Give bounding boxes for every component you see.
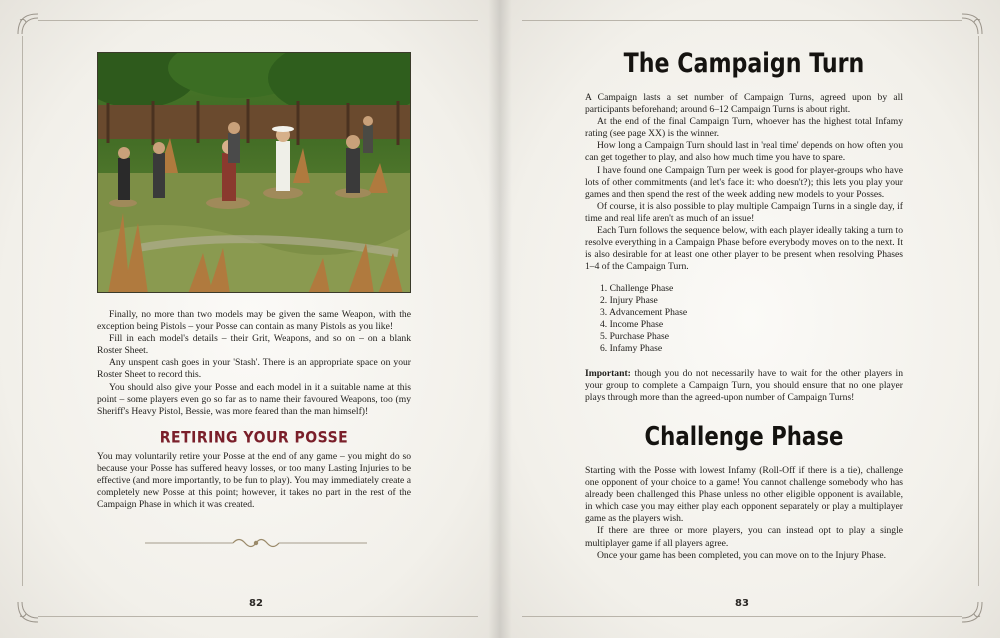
campaign-turn-body [585, 92, 903, 273]
paragraph: Starting with the Posse with lowest Infamy (Roll-Off if there is a tie), challenge one opponent of your choice to a game! You cannot challenge somebody who has already been challenged this Phase unless no other eligible opponent is available, in which case you may either play each opponent separately or play a multiplayer game as the players wish. [585, 465, 903, 525]
page-number: 83 [735, 598, 749, 609]
corner-flourish-icon [14, 10, 42, 38]
paragraph: I have found one Campaign Turn per week is good for player-groups who have lots of other commitments (and let's face it: who doesn't?); this lets you play your games and then spend the rest of the week adding new models to your Posses. [585, 164, 903, 200]
corner-flourish-icon [14, 598, 42, 626]
list-item: 3. Advancement Phase [600, 307, 688, 319]
list-item: 2. Injury Phase [600, 295, 658, 307]
paragraph: A Campaign lasts a set number of Campaign Turns, agreed upon by all participants beforehand; around 6–12 Campaign Turns is about right. [585, 92, 903, 116]
phase-list [600, 283, 800, 356]
paragraph: Any unspent cash goes in your 'Stash'. There is an appropriate space on your Roster Sheet to record this. [97, 357, 411, 381]
book-gutter [488, 0, 512, 638]
retire-body-text [97, 451, 411, 511]
paragraph: At the end of the final Campaign Turn, whoever has the highest total Infamy rating (see page XX) is the winner. [585, 116, 903, 140]
page-number: 82 [249, 598, 263, 609]
paragraph: Each Turn follows the sequence below, with each player ideally taking a turn to resolve everything in a Campaign Phase before everybody moves on to the next. It is also desirable for at least one other player to be present when resolving Phases 1–4 of the Campaign Turn. [585, 225, 903, 273]
corner-flourish-icon [958, 10, 986, 38]
list-item: 5. Purchase Phase [600, 331, 670, 343]
divider-ornament-icon [145, 535, 367, 551]
paragraph: Finally, no more than two models may be given the same Weapon, with the exception being Pistols – your Posse can contain as many Pistols as you like! [97, 309, 411, 333]
retiring-posse-heading: RETIRING YOUR POSSE [159, 428, 349, 448]
paragraph: Fill in each model's details – their Grit, Weapons, and so on – on a blank Roster Sheet. [97, 333, 411, 357]
left-body-text [97, 309, 411, 418]
corner-flourish-icon [958, 598, 986, 626]
list-item: 6. Infamy Phase [600, 343, 663, 355]
important-label: Important: [585, 368, 631, 379]
important-text: though you do not necessarily have to wait for the other players in your group to complete a Campaign Turn, you should ensure that no one player plays through more than the agreed-upon number of Campaign Turns! [585, 368, 903, 404]
paragraph: If there are three or more players, you can instead opt to play a single multiplayer game if all players agree. [585, 525, 903, 549]
campaign-turn-title: The Campaign Turn [623, 48, 865, 79]
paragraph: Of course, it is also possible to play multiple Campaign Turns in a single day, if time and real life aren't as much of an issue! [585, 200, 903, 224]
list-item: 4. Income Phase [600, 319, 664, 331]
list-item: 1. Challenge Phase [600, 283, 674, 294]
miniatures-photo [97, 52, 411, 293]
paragraph: You may voluntarily retire your Posse at the end of any game – you might do so because your Posse has suffered heavy losses, or too many Lasting Injuries to be effective (and more importantly, to be fun to play). You may immediately create a completely new Posse at this point; however, it takes no part in the rest of the Campaign Phase in which it was created. [97, 451, 411, 511]
challenge-phase-title: Challenge Phase [644, 422, 844, 452]
important-note [585, 368, 903, 404]
paragraph: Once your game has been completed, you can move on to the Injury Phase. [597, 549, 887, 561]
challenge-phase-body [585, 465, 903, 562]
paragraph: How long a Campaign Turn should last in 'real time' depends on how often you can get together to play, and also how much time you have to spare. [585, 140, 903, 164]
paragraph: You should also give your Posse and each model in it a suitable name at this point – some players even go so far as to name their favoured Weapons, too (my Sheriff's Heavy Pistol, Bessie, was more feared than the man himself)! [97, 381, 411, 417]
